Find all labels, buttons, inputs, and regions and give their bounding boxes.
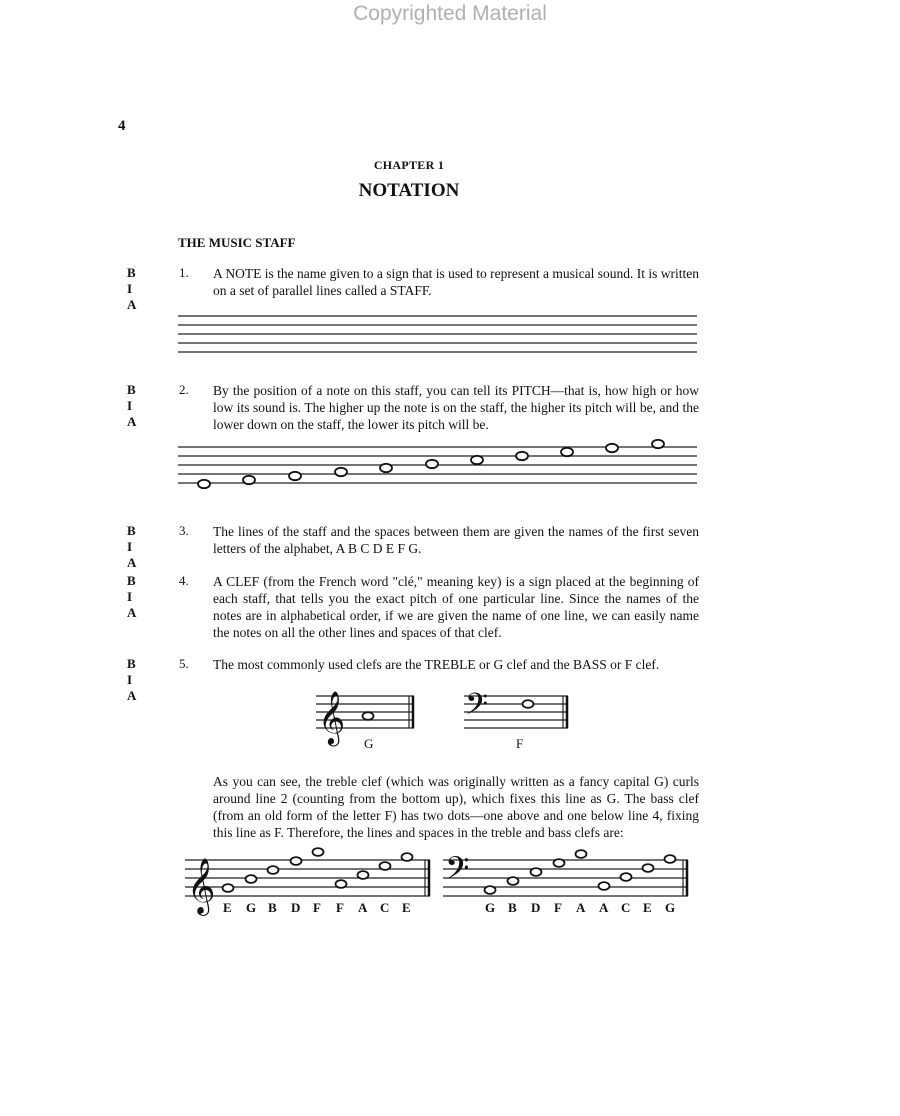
frame-tag: B I A [127,573,140,620]
note-letter: E [223,900,232,915]
page-number: 4 [118,118,126,134]
frame-number: 5. [179,656,189,671]
section-heading: THE MUSIC STAFF [178,235,296,250]
note [599,882,610,890]
note [485,886,496,894]
watermark: Copyrighted Material [353,2,547,25]
bass-clef-example [462,680,577,760]
note-letter: B [268,900,277,915]
frame-text: A CLEF (from the French word "clé," meaning key) is a sign placed at the beginning of each staff, that tells you the exact pitch of one particular line. Since the names of the notes are in alphabetical order, if we are given the name of one line, we can easily name the notes on all the other lines and spaces of that clef. [213,574,699,640]
treble-staff-notes [185,850,435,920]
note-letter: G [665,900,676,915]
note-letter: B [508,900,517,915]
frame-text: The most commonly used clefs are the TREBLE or G clef and the BASS or F clef. [213,657,660,672]
frame-number: 3. [179,523,189,538]
note-letter: F [554,900,562,915]
bass-clef-label: F [516,736,524,751]
frame-tag: B I A [127,656,140,703]
note-letter: F [313,900,321,915]
chapter-label: CHAPTER 1 [373,158,445,172]
note-letter: A [576,900,586,915]
note [523,700,534,708]
note-letter: A [599,900,609,915]
frame-text: By the position of a note on this staff, you can tell its PITCH—that is, how high or how low its sound is. The higher up the note is on the staff, the higher its pitch will be, and the lower down on the staff, the lower its pitch will be. [213,383,699,432]
treble-clef-icon: 𝄞 [318,690,346,744]
note [426,460,438,468]
bass-staff-notes [443,850,693,920]
treble-clef-label: G [364,736,374,751]
note [336,880,347,888]
note [665,855,676,863]
pitch-staff [178,440,698,490]
frame-text: A NOTE is the name given to a sign that is used to represent a musical sound. It is written on a set of parallel lines called a STAFF. [213,266,699,298]
note [380,862,391,870]
note [313,848,324,856]
bass-clef-icon: 𝄢 [445,850,470,894]
frame-tag: B I A [127,265,140,312]
note-letter: C [380,900,390,915]
note [291,857,302,865]
note [223,884,234,892]
note [289,472,301,480]
note [243,476,255,484]
empty-staff [178,314,698,354]
treble-clef-icon: 𝄞 [187,858,216,914]
note [516,452,528,460]
treble-clef-example [312,680,422,760]
note [380,464,392,472]
note-letter: E [402,900,411,915]
frame-text: The lines of the staff and the spaces between them are given the names of the first seven letters of the alphabet, A B C D E F G. [213,524,699,556]
note [554,859,565,867]
note [576,850,587,858]
chapter-title: NOTATION [358,180,460,201]
note [471,456,483,464]
frame-number: 2. [179,382,189,397]
frame-tag: B I A [127,382,140,429]
note [268,866,279,874]
bass-clef-icon: 𝄢 [465,688,489,729]
note [335,468,347,476]
note [643,864,654,872]
explanation-paragraph: As you can see, the treble clef (which was originally written as a fancy capital G) curls around line 2 (counting from the bottom up), which fixes this line as G. The bass clef (from an old form of the letter F) has two dots—one above and one below line 4, fixing this line as F. Therefore, the lines and spaces in the treble and bass clefs are: [213,774,699,840]
note-letter: D [291,900,301,915]
note [358,871,369,879]
note [606,444,618,452]
frame-tag: B I A [127,523,140,570]
note-letter: G [485,900,496,915]
note [402,853,413,861]
note-letter: F [336,900,344,915]
note-letter: A [358,900,368,915]
note [531,868,542,876]
note [508,877,519,885]
note-letter: D [531,900,541,915]
note [652,440,664,448]
frame-number: 1. [179,265,189,280]
note [621,873,632,881]
note [363,712,374,720]
note [246,875,257,883]
note-letter: E [643,900,652,915]
note-letter: G [246,900,257,915]
frame-number: 4. [179,573,189,588]
note [561,448,573,456]
note [198,480,210,488]
note-letter: C [621,900,631,915]
